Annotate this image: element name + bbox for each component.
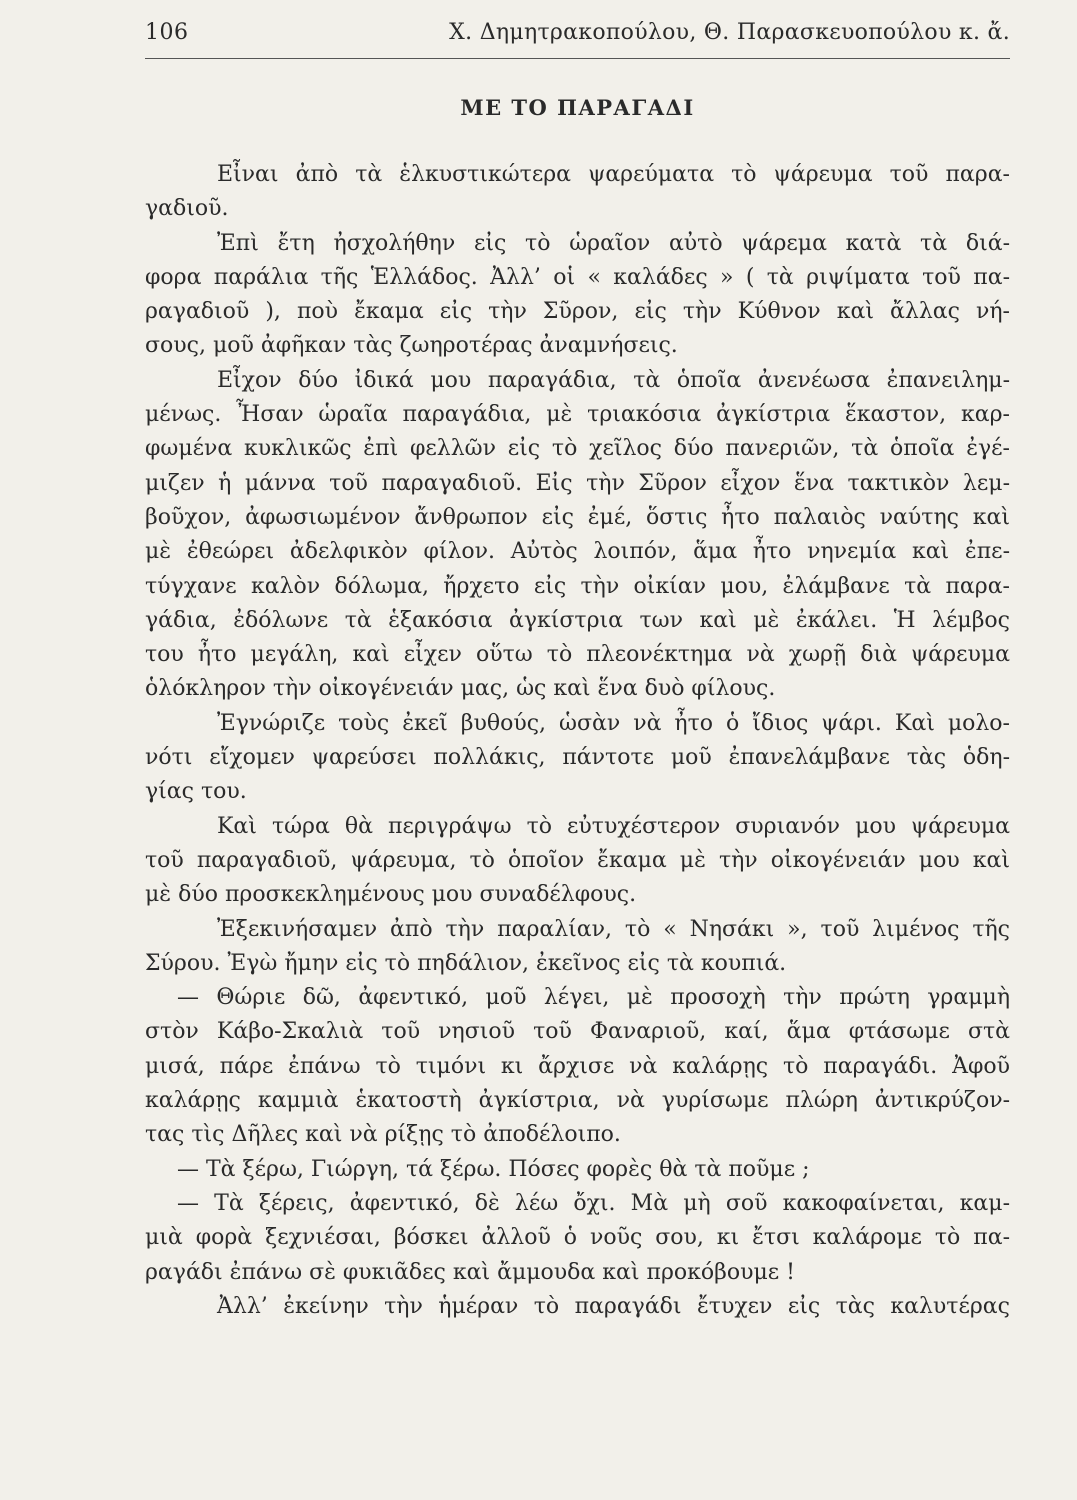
text-line: τύγχανε καλὸν δόλωμα, ἤρχετο εἰς τὴν οἰκίαν μου, ἐλάμβανε τὰ παρα- — [145, 573, 1010, 599]
text-line: μισά, πάρε ἐπάνω τὸ τιμόνι κι ἄρχισε νὰ καλάρῃς τὸ παραγάδι. Ἀφοῦ — [145, 1053, 1010, 1079]
text-line: μὲ δύο προσκεκλημένους μου συναδέλφους. — [145, 882, 637, 908]
text-line: σους, μοῦ ἀφῆκαν τὰς ζωηροτέρας ἀναμνήσεις. — [145, 333, 678, 359]
text-line: βοῦχον, ἀφωσιωμένον ἄνθρωπον εἰς ἐμέ, ὅστις ἦτο παλαιὸς ναύτης καὶ — [145, 504, 1010, 530]
page-header — [145, 18, 1010, 59]
text-line: μιὰ φορὰ ξεχνιέσαι, βόσκει ἀλλοῦ ὁ νοῦς σου, κι ἔτσι καλάρομε τὸ πα- — [145, 1225, 1010, 1251]
text-line: Σύρου. Ἐγὼ ἤμην εἰς τὸ πηδάλιον, ἐκεῖνος εἰς τὰ κουπιά. — [145, 950, 787, 976]
text-line: γίας του. — [145, 779, 247, 805]
text-line: γαδιοῦ. — [145, 196, 229, 222]
text-line: Καὶ τώρα θὰ περιγράψω τὸ εὐτυχέστερον συριανόν μου ψάρευμα — [217, 813, 1010, 839]
text-line: Ἐγνώριζε τοὺς ἐκεῖ βυθούς, ὡσὰν νὰ ἦτο ὁ ἴδιος ψάρι. Καὶ μολο- — [217, 710, 1010, 736]
text-line: ραγαδιοῦ ), ποὺ ἔκαμα εἰς τὴν Σῦρον, εἰς τὴν Κύθνον καὶ ἄλλας νή- — [145, 299, 1010, 325]
article-body — [145, 158, 1010, 1324]
text-line: Εἶναι ἀπὸ τὰ ἑλκυστικώτερα ψαρεύματα τὸ ψάρευμα τοῦ παρα- — [217, 162, 1010, 187]
text-line: μὲ ἐθεώρει ἀδελφικὸν φίλον. Αὐτὸς λοιπόν, ἅμα ἦτο νηνεμία καὶ ἐπε- — [145, 539, 1010, 565]
text-line: του ἦτο μεγάλη, καὶ εἶχεν οὕτω τὸ πλεονέκτημα νὰ χωρῇ διὰ ψάρευμα — [145, 642, 1010, 668]
running-head: Χ. Δημητρακοπούλου, Θ. Παρασκευοπούλου κ. ἄ. — [449, 20, 1010, 45]
text-line: Ἀλλ’ ἐκείνην τὴν ἡμέραν τὸ παραγάδι ἔτυχεν εἰς τὰς καλυτέρας — [217, 1293, 1010, 1319]
text-line: ὁλόκληρον τὴν οἰκογένειάν μας, ὡς καὶ ἕνα δυὸ φίλους. — [145, 676, 776, 702]
text-line: φορα παράλια τῆς Ἑλλάδος. Ἀλλ’ οἱ « καλάδες » ( τὰ ριψίματα τοῦ πα- — [145, 264, 1010, 290]
text-line: στὸν Κάβο-Σκαλιὰ τοῦ νησιοῦ τοῦ Φαναριοῦ, καί, ἅμα φτάσωμε στὰ — [145, 1019, 1010, 1045]
page-number: 106 — [145, 20, 189, 45]
text-line: φωμένα κυκλικῶς ἐπὶ φελλῶν εἰς τὸ χεῖλος δύο πανεριῶν, τὰ ὁποῖα ἐγέ- — [145, 436, 1010, 462]
text-line: ραγάδι ἐπάνω σὲ φυκιᾶδες καὶ ἄμμουδα καὶ προκόβουμε ! — [145, 1259, 795, 1285]
text-line: Ἐξεκινήσαμεν ἀπὸ τὴν παραλίαν, τὸ « Νησάκι », τοῦ λιμένος τῆς — [217, 916, 1010, 942]
text-line: τας τὶς Δῆλες καὶ νὰ ρίξῃς τὸ ἀποδέλοιπο. — [145, 1122, 621, 1148]
text-line: — Τὰ ξέρω, Γιώργη, τά ξέρω. Πόσες φορὲς θὰ τὰ ποῦμε ; — [177, 1156, 810, 1182]
text-line: γάδια, ἐδόλωνε τὰ ἑξακόσια ἀγκίστρια των καὶ μὲ ἐκάλει. Ἡ λέμβος — [145, 607, 1010, 633]
text-line: μιζεν ἡ μάννα τοῦ παραγαδιοῦ. Εἰς τὴν Σῦρον εἶχον ἕνα τακτικὸν λεμ- — [145, 470, 1010, 496]
text-line: Εἶχον δύο ἰδικά μου παραγάδια, τὰ ὁποῖα ἀνενέωσα ἐπανειλημ- — [217, 367, 1010, 393]
text-line: Ἐπὶ ἔτη ἠσχολήθην εἰς τὸ ὡραῖον αὐτὸ ψάρεμα κατὰ τὰ διά- — [217, 230, 1010, 256]
text-line: τοῦ παραγαδιοῦ, ψάρευμα, τὸ ὁποῖον ἔκαμα μὲ τὴν οἰκογένειάν μου καὶ — [145, 847, 1010, 873]
text-line: — Θώριε δῶ, ἀφεντικό, μοῦ λέγει, μὲ προσοχὴ τὴν πρώτη γραμμὴ — [177, 985, 1010, 1011]
article-title: ΜΕ ΤΟ ΠΑΡΑΓΑΔΙ — [460, 95, 695, 120]
text-line: καλάρῃς καμμιὰ ἑκατοστὴ ἀγκίστρια, νὰ γυρίσωμε πλώρη ἀντικρύζον- — [145, 1088, 1010, 1114]
text-line: — Τὰ ξέρεις, ἀφεντικό, δὲ λέω ὄχι. Μὰ μὴ σοῦ κακοφαίνεται, καμ- — [177, 1190, 1010, 1216]
text-line: μένως. Ἦσαν ὡραῖα παραγάδια, μὲ τριακόσια ἀγκίστρια ἕκαστον, καρ- — [145, 402, 1010, 428]
text-line: νότι εἴχομεν ψαρεύσει πολλάκις, πάντοτε μοῦ ἐπανελάμβανε τὰς ὁδη- — [145, 745, 1010, 771]
